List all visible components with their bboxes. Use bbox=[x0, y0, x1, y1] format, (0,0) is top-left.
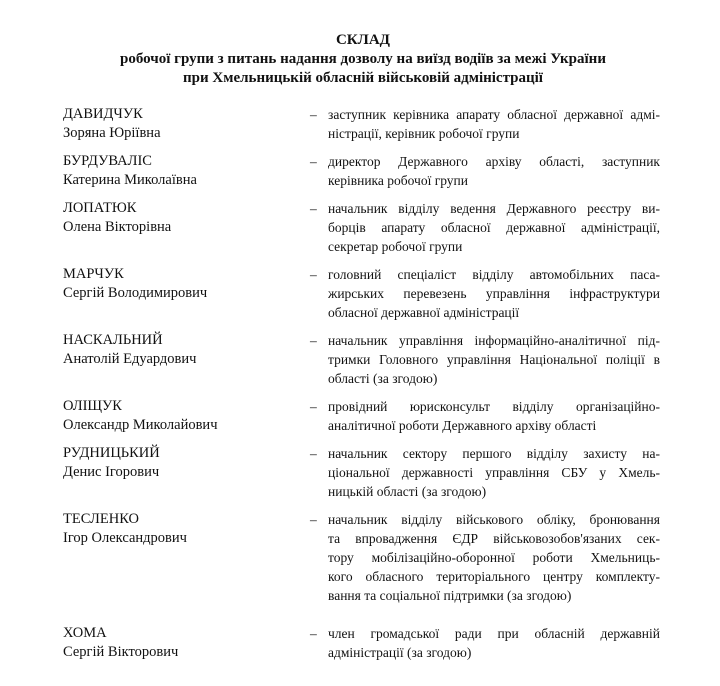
member-surname: НАСКАЛЬНИЙ bbox=[63, 332, 163, 348]
member-row bbox=[63, 152, 663, 190]
member-name bbox=[63, 397, 310, 435]
member-row bbox=[63, 624, 663, 662]
role-line: заступник керівника апарату обласної державної адмі- bbox=[328, 107, 660, 122]
role-line: аналітичної роботи Державного архіву області bbox=[328, 418, 597, 433]
dash: – bbox=[310, 399, 317, 414]
member-name bbox=[63, 624, 310, 662]
member-given-name: Денис Ігорович bbox=[63, 464, 160, 480]
member-role-text bbox=[328, 624, 660, 662]
member-given-name: Зоряна Юріївна bbox=[63, 125, 161, 141]
member-role-text bbox=[328, 265, 660, 322]
member-role bbox=[310, 624, 660, 662]
member-role bbox=[310, 265, 660, 322]
member-row bbox=[63, 510, 663, 605]
member-given-name: Сергій Володимирович bbox=[63, 285, 208, 301]
member-role bbox=[310, 510, 660, 605]
member-role-text bbox=[328, 199, 660, 256]
title-line-3: при Хмельницькій обласній військовій адміністрації bbox=[183, 70, 543, 86]
member-given-name: Катерина Миколаївна bbox=[63, 172, 197, 188]
member-name bbox=[63, 105, 310, 143]
role-line: тримки Головного управління Національної поліції в bbox=[328, 352, 660, 367]
member-role-text bbox=[328, 105, 660, 143]
role-line: тору мобілізаційно-оборонної роботи Хмельниць- bbox=[328, 550, 660, 565]
member-role bbox=[310, 199, 660, 256]
role-line: ціональної державності управління СБУ у Хмель- bbox=[328, 465, 660, 480]
member-name bbox=[63, 510, 310, 548]
member-given-name: Олександр Миколайович bbox=[63, 417, 218, 433]
member-name bbox=[63, 444, 310, 482]
member-surname: ХОМА bbox=[63, 625, 107, 641]
role-line: ністрації, керівник робочої групи bbox=[328, 126, 520, 141]
role-line: начальник сектору першого відділу захисту на- bbox=[328, 446, 660, 461]
member-name bbox=[63, 152, 310, 190]
member-role-text bbox=[328, 331, 660, 388]
title-line-2: робочої групи з питань надання дозволу на виїзд водіїв за межі України bbox=[120, 51, 606, 67]
member-given-name: Олена Вікторівна bbox=[63, 219, 172, 235]
member-row bbox=[63, 397, 663, 435]
role-line: головний спеціаліст відділу автомобільних паса- bbox=[328, 267, 660, 282]
role-line: член громадської ради при обласній державній bbox=[328, 626, 660, 641]
role-line: кого обласного територіального центру комплекту- bbox=[328, 569, 660, 584]
role-line: керівника робочої групи bbox=[328, 173, 469, 188]
role-line: секретар робочої групи bbox=[328, 239, 463, 254]
member-role bbox=[310, 331, 660, 388]
member-surname: ДАВИДЧУК bbox=[63, 106, 143, 122]
member-role-text bbox=[328, 397, 660, 435]
member-name bbox=[63, 331, 310, 369]
role-line: ницькій області (за згодою) bbox=[328, 484, 487, 499]
member-role bbox=[310, 444, 660, 501]
member-role bbox=[310, 397, 660, 435]
dash: – bbox=[310, 154, 317, 169]
member-given-name: Сергій Вікторович bbox=[63, 644, 179, 660]
member-role-text bbox=[328, 444, 660, 501]
dash: – bbox=[310, 107, 317, 122]
member-role-text bbox=[328, 510, 660, 605]
role-line: провідний юрисконсульт відділу організаційно- bbox=[328, 399, 660, 414]
member-given-name: Анатолій Едуардович bbox=[63, 351, 197, 367]
members-list bbox=[63, 105, 663, 662]
member-surname: МАРЧУК bbox=[63, 266, 124, 282]
role-line: області (за згодою) bbox=[328, 371, 438, 386]
member-row bbox=[63, 199, 663, 256]
dash: – bbox=[310, 512, 317, 527]
member-name bbox=[63, 265, 310, 303]
role-line: начальник відділу військового обліку, бронювання bbox=[328, 512, 660, 527]
member-row bbox=[63, 331, 663, 388]
member-given-name: Ігор Олександрович bbox=[63, 530, 187, 546]
role-line: адміністрації (за згодою) bbox=[328, 645, 472, 660]
role-line: вання та соціальної підтримки (за згодою) bbox=[328, 588, 572, 603]
dash: – bbox=[310, 333, 317, 348]
dash: – bbox=[310, 267, 317, 282]
member-surname: ОЛІЩУК bbox=[63, 398, 122, 414]
role-line: директор Державного архіву області, заступник bbox=[328, 154, 660, 169]
member-surname: БУРДУВАЛІС bbox=[63, 153, 152, 169]
member-role-text bbox=[328, 152, 660, 190]
member-role bbox=[310, 152, 660, 190]
dash: – bbox=[310, 446, 317, 461]
member-row bbox=[63, 105, 663, 143]
member-surname: РУДНИЦЬКИЙ bbox=[63, 445, 160, 461]
role-line: жирських перевезень управління інфраструктури bbox=[328, 286, 660, 301]
title-line-1: СКЛАД bbox=[335, 32, 391, 48]
member-name bbox=[63, 199, 310, 237]
role-line: начальник відділу ведення Державного реєстру ви- bbox=[328, 201, 660, 216]
dash: – bbox=[310, 201, 317, 216]
member-surname: ТЕСЛЕНКО bbox=[63, 511, 139, 527]
role-line: начальник управління інформаційно-аналітичної під- bbox=[328, 333, 660, 348]
member-row bbox=[63, 444, 663, 501]
document-title bbox=[63, 31, 663, 88]
member-role bbox=[310, 105, 660, 143]
role-line: борців апарату обласної державної адміністрації, bbox=[328, 220, 660, 235]
member-surname: ЛОПАТЮК bbox=[63, 200, 137, 216]
role-line: обласної державної адміністрації bbox=[328, 305, 520, 320]
member-row bbox=[63, 265, 663, 322]
role-line: та впровадження ЄДР військовозобов'язаних сек- bbox=[328, 531, 660, 546]
dash: – bbox=[310, 626, 317, 641]
